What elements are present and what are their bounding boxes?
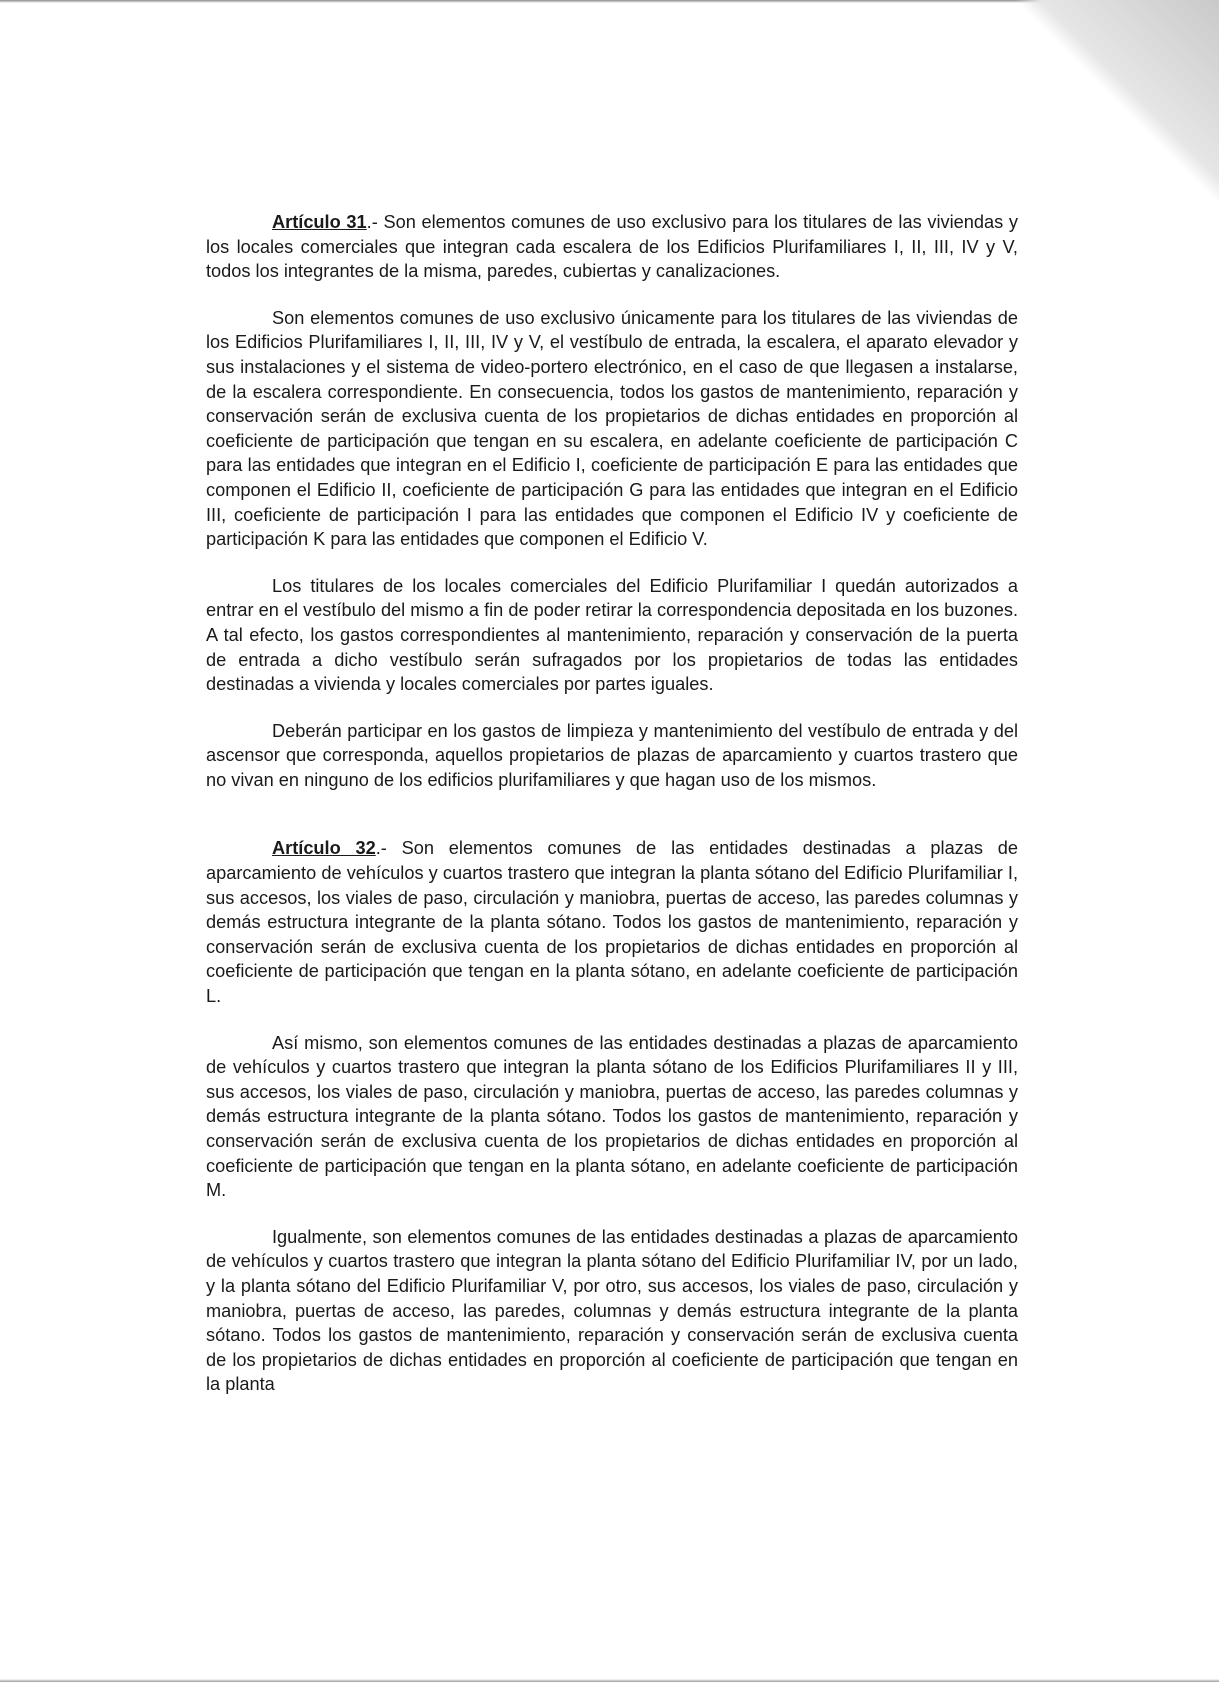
article-31-paragraph-2: Son elementos comunes de uso exclusivo únicamente para los titulares de las viviendas de los Edificios Plurifamiliares I, II, III, IV y V, el vestíbulo de entrada, la escalera, el aparato elevador y sus instalaciones y el sistema de video-portero electrónico, en el caso de que llegasen a instalarse, de la escalera correspondiente. En consecuencia, todos los gastos de mantenimiento, reparación y conservación serán de exclusiva cuenta de los propietarios de dichas entidades en proporción al coeficiente de participación que tengan en su escalera, en adelante coeficiente de participación C para las entidades que integran en el Edificio I, coeficiente de participación E para las entidades que componen el Edificio II, coeficiente de participación G para las entidades que integran en el Edificio III, coeficiente de participación I para las entidades que componen el Edificio IV y coeficiente de participación K para las entidades que componen el Edificio V. <box>206 307 1018 550</box>
article-32-paragraph-2: Así mismo, son elementos comunes de las entidades destinadas a plazas de aparcamiento de vehículos y cuartos trastero que integran la planta sótano de los Edificios Plurifamiliares II y III, sus accesos, los viales de paso, circulación y maniobra, puertas de acceso, las paredes columnas y demás estructura integrante de la planta sótano. Todos los gastos de mantenimiento, reparación y conservación serán de exclusiva cuenta de los propietarios de dichas entidades en proporción al coeficiente de participación que tengan en la planta sótano, en adelante coeficiente de participación M. <box>206 1032 1018 1201</box>
article-31-paragraph-3: Los titulares de los locales comerciales del Edificio Plurifamiliar I quedán autorizados a entrar en el vestíbulo del mismo a fin de poder retirar la correspondencia depositada en los buzones. A tal efecto, los gastos correspondientes al mantenimiento, reparación y conservación de la puerta de entrada a dicho vestíbulo serán sufragados por los propietarios de todas las entidades destinadas a vivienda y locales comerciales por partes iguales. <box>206 575 1018 695</box>
article-32-paragraph-3: Igualmente, son elementos comunes de las entidades destinadas a plazas de aparcamiento de vehículos y cuartos trastero que integran la planta sótano del Edificio Plurifamiliar IV, por un lado, y la planta sótano del Edificio Plurifamiliar V, por otro, sus accesos, los viales de paso, circulación y maniobra, puertas de acceso, las paredes, columnas y demás estructura integrante de la planta sótano. Todos los gastos de mantenimiento, reparación y conservación serán de exclusiva cuenta de los propietarios de dichas entidades en proporción al coeficiente de participación que tengan en la planta <box>206 1226 1018 1395</box>
article-31-heading-suffix: .- <box>366 212 378 232</box>
article-31-heading: Artículo 31 <box>272 212 367 232</box>
folded-corner-shadow <box>1001 0 1219 210</box>
article-32-heading-suffix: .- <box>375 838 387 859</box>
document-body <box>206 210 1018 1397</box>
article-31-paragraph-1 <box>206 210 1018 284</box>
article-31-paragraph-1-text: Son elementos comunes de uso exclusivo para los titulares de las viviendas y los locales comerciales que integran cada escalera de los Edificios Plurifamiliares I, II, III, IV y V, todos los integrantes de la misma, paredes, cubiertas y canalizaciones. <box>206 212 1018 282</box>
article-31-paragraph-4: Deberán participar en los gastos de limpieza y mantenimiento del vestíbulo de entrada y del ascensor que corresponda, aquellos propietarios de plazas de aparcamiento y cuartos trastero que no vivan en ninguno de los edificios plurifamiliares y que hagan uso de los mismos. <box>206 720 1018 790</box>
article-32-paragraph-1-text: Son elementos comunes de las entidades destinadas a plazas de aparcamiento de vehículos y cuartos trastero que integran la planta sótano del Edificio Plurifamiliar I, sus accesos, los viales de paso, circulación y maniobra, puertas de acceso, las paredes columnas y demás estructura integrante de la planta sótano. Todos los gastos de mantenimiento, reparación y conservación serán de exclusiva cuenta de los propietarios de dichas entidades en proporción al coeficiente de participación que tengan en la planta sótano, en adelante coeficiente de participación L. <box>206 838 1018 1007</box>
article-32-paragraph-1 <box>206 836 1018 1008</box>
article-32-heading: Artículo 32 <box>272 838 376 859</box>
